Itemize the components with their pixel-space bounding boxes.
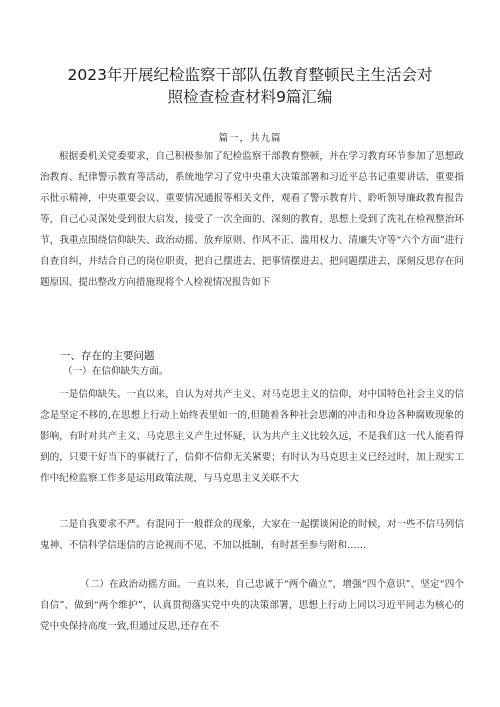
intro-paragraph: 根据委机关党委要求，自己积极参加了纪检监察干部教育整顿，并在学习教育环节参加了思想政治教育、纪律警示教育等活动，系统地学习了党中央重大决策部署和习近平总书记重要讲话、重要指示批示精神，中央重要会议、重要情况通报等相关文件，观看了警示教育片、聆听领导廉政教育报告等，自己心灵深处受到很大启发，接受了一次全面的、深刻的教育，思想上受到了洗礼在检视整治环节，我重点围绕信仰缺失、政治动摇、放弃原则、作风不正、滥用权力、清廉失守等“六个方面”进行自查自纠，并结合自己的岗位职责，把自己摆进去、把事情摆进去、把问题摆进去，深刻反思存在问题原因、提出整改方向措施现将个人检视情况报告如下 [40, 151, 464, 288]
document-title-line-2: 照检查检查材料9篇汇编 [167, 88, 333, 106]
body-paragraph-3: （二）在政治动摇方面。一直以来，自己忠诚于“两个确立”，增强“四个意识”、坚定“四个自信”、做到“两个维护”，认真贯彻落实党中央的决策部署，思想上行动上同以习近平同志为核心的党中央保持高度一致,但通过反思,还存在不 [40, 579, 464, 632]
document-subtitle: 篇一，共九篇 [218, 133, 282, 144]
body-paragraph-2: 二是自我要求不严。有混同于一般群众的现象，大家在一起摆谈闲论的时候，对一些不信马列信鬼神、不信科学信迷信的言论视而不见、不加以抵制，有时甚至参与附和…… [40, 519, 464, 551]
subsection-heading: （一）在信仰缺失方面。 [63, 366, 169, 377]
section-heading: 一、存在的主要问题 [60, 350, 155, 362]
document-title-line-1: 2023年开展纪检监察干部队伍教育整顿民主生活会对 [67, 66, 433, 84]
body-paragraph-1: 一是信仰缺失。一直以来，自认为对共产主义、对马克思主义的信仰，对中国特色社会主义的信念是坚定不移的,在思想上行动上始终表里如一的,但随着各种社会思潮的冲击和身边各种腐败现象的影响，有时对共产主义、马克思主义产生过怀疑，认为共产主义比较久远，不是我们这一代人能看得到的，只要干好当下的事就行了，信仰不信仰无关紧要；有时认为马克思主义已经过时，加上现实工作中纪检监察工作多是运用政策法规，与马克思主义关联不大 [40, 389, 464, 484]
